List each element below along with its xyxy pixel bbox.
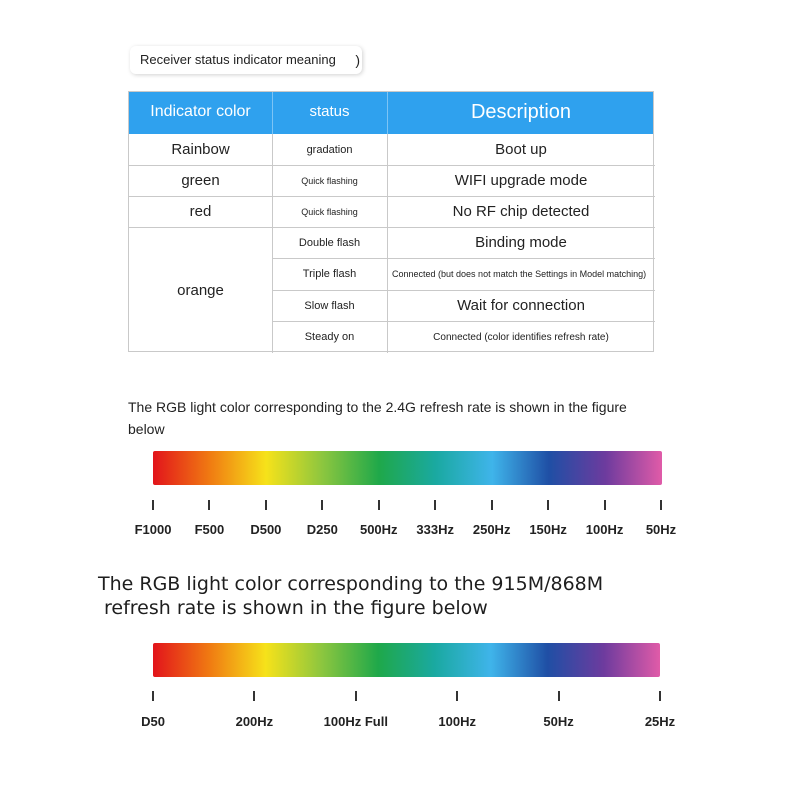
row-status: Double flash (298, 236, 361, 249)
scale-915-tick (253, 691, 255, 701)
row-status: Quick flashing (301, 175, 358, 186)
scale-24g-tick (321, 500, 323, 510)
scale-915-tick (558, 691, 560, 701)
header-divider (387, 92, 388, 134)
rgb-gradient-bar-24g (153, 451, 662, 485)
scale-915-label: 200Hz (235, 714, 274, 729)
row-description: Boot up (495, 141, 547, 158)
row-description: Binding mode (475, 234, 567, 251)
caption-text: Receiver status indicator meaning (140, 52, 336, 67)
scale-915-tick (659, 691, 661, 701)
scale-24g-label: 100Hz (585, 522, 624, 537)
scale-915-tick (355, 691, 357, 701)
scale-24g-tick (378, 500, 380, 510)
scale-24g-tick (208, 500, 210, 510)
scale-24g-label: F1000 (134, 522, 172, 537)
scale-24g-label: F500 (194, 522, 225, 537)
scale-915-label: D50 (141, 714, 165, 729)
scale-24g-tick (265, 500, 267, 510)
row-description: Wait for connection (457, 297, 585, 314)
scale-915-label: 100Hz (438, 714, 476, 729)
scale-24g-tick (152, 500, 154, 510)
scale-915-tick (152, 691, 154, 701)
scale-24g-label: D500 (250, 522, 282, 537)
row-color-merged: orange (177, 281, 224, 299)
scale-915-tick (456, 691, 458, 701)
row-description: Connected (color identifies refresh rate) (433, 331, 609, 343)
row-description: WIFI upgrade mode (454, 172, 588, 189)
scale-24g-tick (660, 500, 662, 510)
row-status: Triple flash (302, 268, 357, 280)
row-color: green (181, 172, 220, 189)
row-description: Connected (but does not match the Settings in Model matching) (392, 269, 647, 279)
row-color: red (189, 203, 212, 220)
scale-915-label: 50Hz (543, 714, 574, 729)
header-description: Description (470, 101, 572, 123)
row-status: Quick flashing (301, 206, 358, 217)
scale-24g-label: 500Hz (359, 522, 398, 537)
scale-24g-tick (547, 500, 549, 510)
caption-paren: ) (355, 52, 360, 68)
scale-24g-tick (434, 500, 436, 510)
header-indicator-color: Indicator color (150, 103, 251, 120)
scale-24g-label: 150Hz (529, 522, 567, 537)
row-color: Rainbow (171, 141, 230, 158)
scale-24g-tick (604, 500, 606, 510)
scale-24g-label: 333Hz (416, 522, 455, 537)
row-description: No RF chip detected (452, 203, 590, 220)
scale-24g-label: D250 (306, 522, 338, 537)
section-915-text (98, 572, 718, 620)
section-915-line1: The RGB light color corresponding to the 915M/868M (98, 573, 604, 595)
row-status: Steady on (304, 331, 355, 343)
scale-24g-label: 50Hz (645, 522, 677, 537)
status-table (128, 91, 654, 352)
section-24g-text: The RGB light color corresponding to the 2.4G refresh rate is shown in the figure below (128, 399, 627, 437)
rgb-gradient-bar-915 (153, 643, 660, 677)
row-status: Slow flash (304, 299, 355, 312)
section-915-line2: refresh rate is shown in the figure below (104, 597, 488, 619)
scale-24g-label: 250Hz (472, 522, 511, 537)
table-caption (130, 46, 362, 74)
scale-915-label: 100Hz Full (323, 714, 388, 729)
header-status: status (309, 103, 350, 120)
row-status: gradation (306, 143, 353, 156)
header-divider (272, 92, 273, 134)
table-header (129, 92, 653, 134)
scale-915-label: 25Hz (644, 714, 676, 729)
scale-24g-tick (491, 500, 493, 510)
